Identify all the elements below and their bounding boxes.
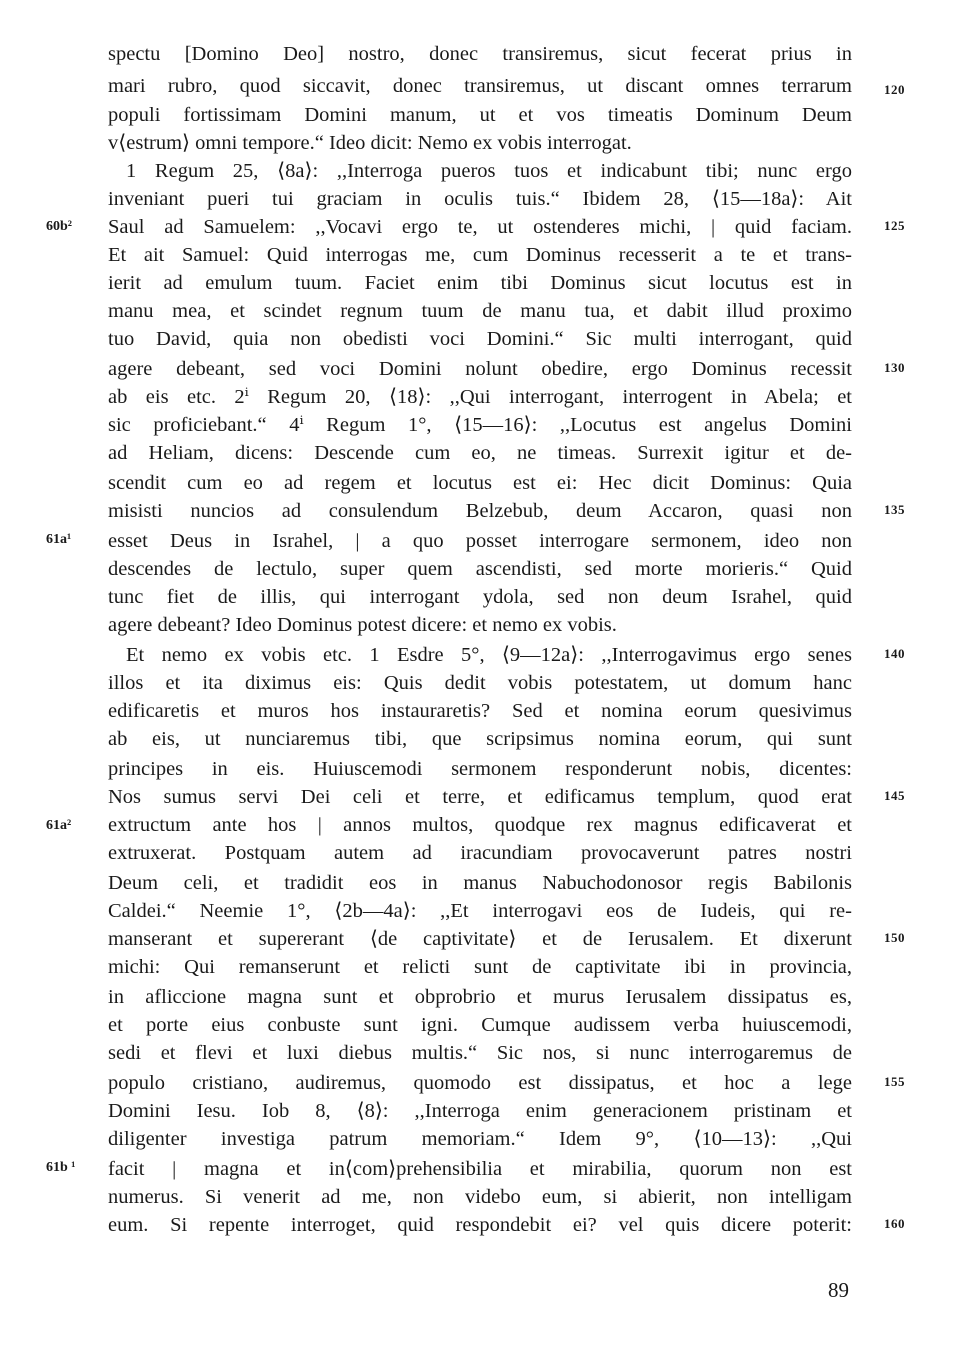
text-line: 1 Regum 25, ⟨8a⟩: ,,Interroga pueros tuos et indicabunt tibi; nunc ergo bbox=[126, 160, 852, 182]
text-line: agere debeant, sed voci Domini nolunt obedire, ergo Dominus recessit bbox=[108, 358, 852, 380]
text-line: inveniant pueri tui graciam in oculis tuis.“ Ibidem 28, ⟨15—18a⟩: Ait bbox=[108, 188, 852, 210]
text-line: tuo David, quia non obedisti voci Domini.“ Sic multi interrogant, quid bbox=[108, 328, 852, 350]
text-line: Domini Iesu. Iob 8, ⟨8⟩: ,,Interroga enim generacionem pristinam et bbox=[108, 1100, 852, 1122]
text-line: ab eis etc. 2ⁱ Regum 20, ⟨18⟩: ,,Qui interrogant, interrogent in Abela; et bbox=[108, 386, 852, 408]
text-line: facit | magna et in⟨com⟩prehensibilia et mirabilia, quorum non est bbox=[108, 1158, 852, 1180]
text-line: eum. Si repente interroget, quid respondebit ei? vel quis dicere poterit: bbox=[108, 1214, 852, 1236]
line-number: 140 bbox=[884, 646, 905, 661]
text-line: spectu [Domino Deo] nostro, donec transiremus, sicut fecerat prius in bbox=[108, 43, 852, 65]
text-line: mari rubro, quod siccavit, donec transiremus, ut discant omnes terrarum bbox=[108, 75, 852, 97]
line-number: 160 bbox=[884, 1216, 905, 1231]
text-line: scendit cum eo ad regem et locutus est ei: Hec dicit Dominus: Quia bbox=[108, 472, 852, 494]
line-number: 130 bbox=[884, 360, 905, 375]
text-line: esset Deus in Israhel, | a quo posset interrogare sermonem, ideo non bbox=[108, 530, 852, 552]
page-number: 89 bbox=[828, 1278, 849, 1302]
text-line: ad Heliam, dicens: Descende cum eo, ne timeas. Surrexit igitur et de- bbox=[108, 442, 852, 464]
line-number: 150 bbox=[884, 930, 905, 945]
text-line: ab eis, ut nunciaremus tibi, que scripsimus nomina eorum, qui sunt bbox=[108, 728, 852, 750]
text-line: diligenter investiga patrum memoriam.“ Idem 9°, ⟨10—13⟩: ,,Qui bbox=[108, 1128, 852, 1150]
text-line: sic proficiebant.“ 4ⁱ Regum 1°, ⟨15—16⟩: ,,Locutus est angelus Domini bbox=[108, 414, 852, 436]
text-line: tunc fiet de illis, qui interrogant ydola, sed non deum Israhel, quid bbox=[108, 586, 852, 608]
line-number: 120 bbox=[884, 82, 905, 97]
text-line: agere debeant? Ideo Dominus potest dicere: et nemo ex vobis. bbox=[108, 614, 617, 636]
text-line: edificaretis et muros hos instauraretis? Sed et nomina eorum quesivimus bbox=[108, 700, 852, 722]
text-line: Deum celi, et tradidit eos in manus Nabuchodonosor regis Babilonis bbox=[108, 872, 852, 894]
text-line: Saul ad Samuelem: ,,Vocavi ergo te, ut ostenderes michi, | quid faciam. bbox=[108, 216, 852, 238]
text-line: ierit ad emulum tuum. Faciet enim tibi Dominus sicut locutus est in bbox=[108, 272, 852, 294]
text-line: michi: Qui remanserunt et relicti sunt de captivitate ibi in provincia, bbox=[108, 956, 852, 978]
text-line: populo cristiano, audiremus, quomodo est dissipatus, et hoc a lege bbox=[108, 1072, 852, 1094]
text-line: v⟨estrum⟩ omni tempore.“ Ideo dicit: Nemo ex vobis interrogat. bbox=[108, 132, 632, 154]
text-line: Nos sumus servi Dei celi et terre, et edificamus templum, quod erat bbox=[108, 786, 852, 808]
text-line: misisti nuncios ad consulendum Belzebub, deum Accaron, quasi non bbox=[108, 500, 852, 522]
text-line: extruxerat. Postquam autem ad iracundiam provocaverunt patres nostri bbox=[108, 842, 852, 864]
line-number: 145 bbox=[884, 788, 905, 803]
line-number: 155 bbox=[884, 1074, 905, 1089]
text-line: et porte eius conbuste sunt igni. Cumque audissem verba huiuscemodi, bbox=[108, 1014, 852, 1036]
text-line: manu mea, et scindet regnum tuum de manu tua, et dabit illud proximo bbox=[108, 300, 852, 322]
line-number: 125 bbox=[884, 218, 905, 233]
text-line: illos et ita diximus eis: Quis dedit vobis potestatem, ut domum hanc bbox=[108, 672, 852, 694]
folio-mark: 61a¹ bbox=[46, 532, 72, 547]
text-line: sedi et flevi et luxi diebus multis.“ Sic nos, si nunc interrogaremus de bbox=[108, 1042, 852, 1064]
line-number: 135 bbox=[884, 502, 905, 517]
text-line: numerus. Si venerit ad me, non videbo eum, si abierit, non intelligam bbox=[108, 1186, 852, 1208]
text-line: in afliccione magna sunt et obprobrio et murus Ierusalem dissipatus es, bbox=[108, 986, 852, 1008]
folio-mark: 60b² bbox=[46, 219, 72, 234]
folio-mark: 61b ¹ bbox=[46, 1160, 76, 1175]
text-line: Et ait Samuel: Quid interrogas me, cum Dominus recesserit a te et trans- bbox=[108, 244, 852, 266]
text-line: descendes de lectulo, super quem ascendisti, sed morte morieris.“ Quid bbox=[108, 558, 852, 580]
text-line: populi fortissimam Domini manum, ut et vos timeatis Dominum Deum bbox=[108, 104, 852, 126]
text-line: extructum ante hos | annos multos, quodque rex magnus edificaverat et bbox=[108, 814, 852, 836]
text-line: Et nemo ex vobis etc. 1 Esdre 5°, ⟨9—12a⟩: ,,Interrogavimus ergo senes bbox=[126, 644, 852, 666]
text-line: manserant et supererant ⟨de captivitate⟩ et de Ierusalem. Et dixerunt bbox=[108, 928, 852, 950]
text-line: principes in eis. Huiuscemodi sermonem responderunt nobis, dicentes: bbox=[108, 758, 852, 780]
folio-mark: 61a² bbox=[46, 818, 72, 833]
text-line: Caldei.“ Neemie 1°, ⟨2b—4a⟩: ,,Et interrogavi eos de Iudeis, qui re- bbox=[108, 900, 852, 922]
